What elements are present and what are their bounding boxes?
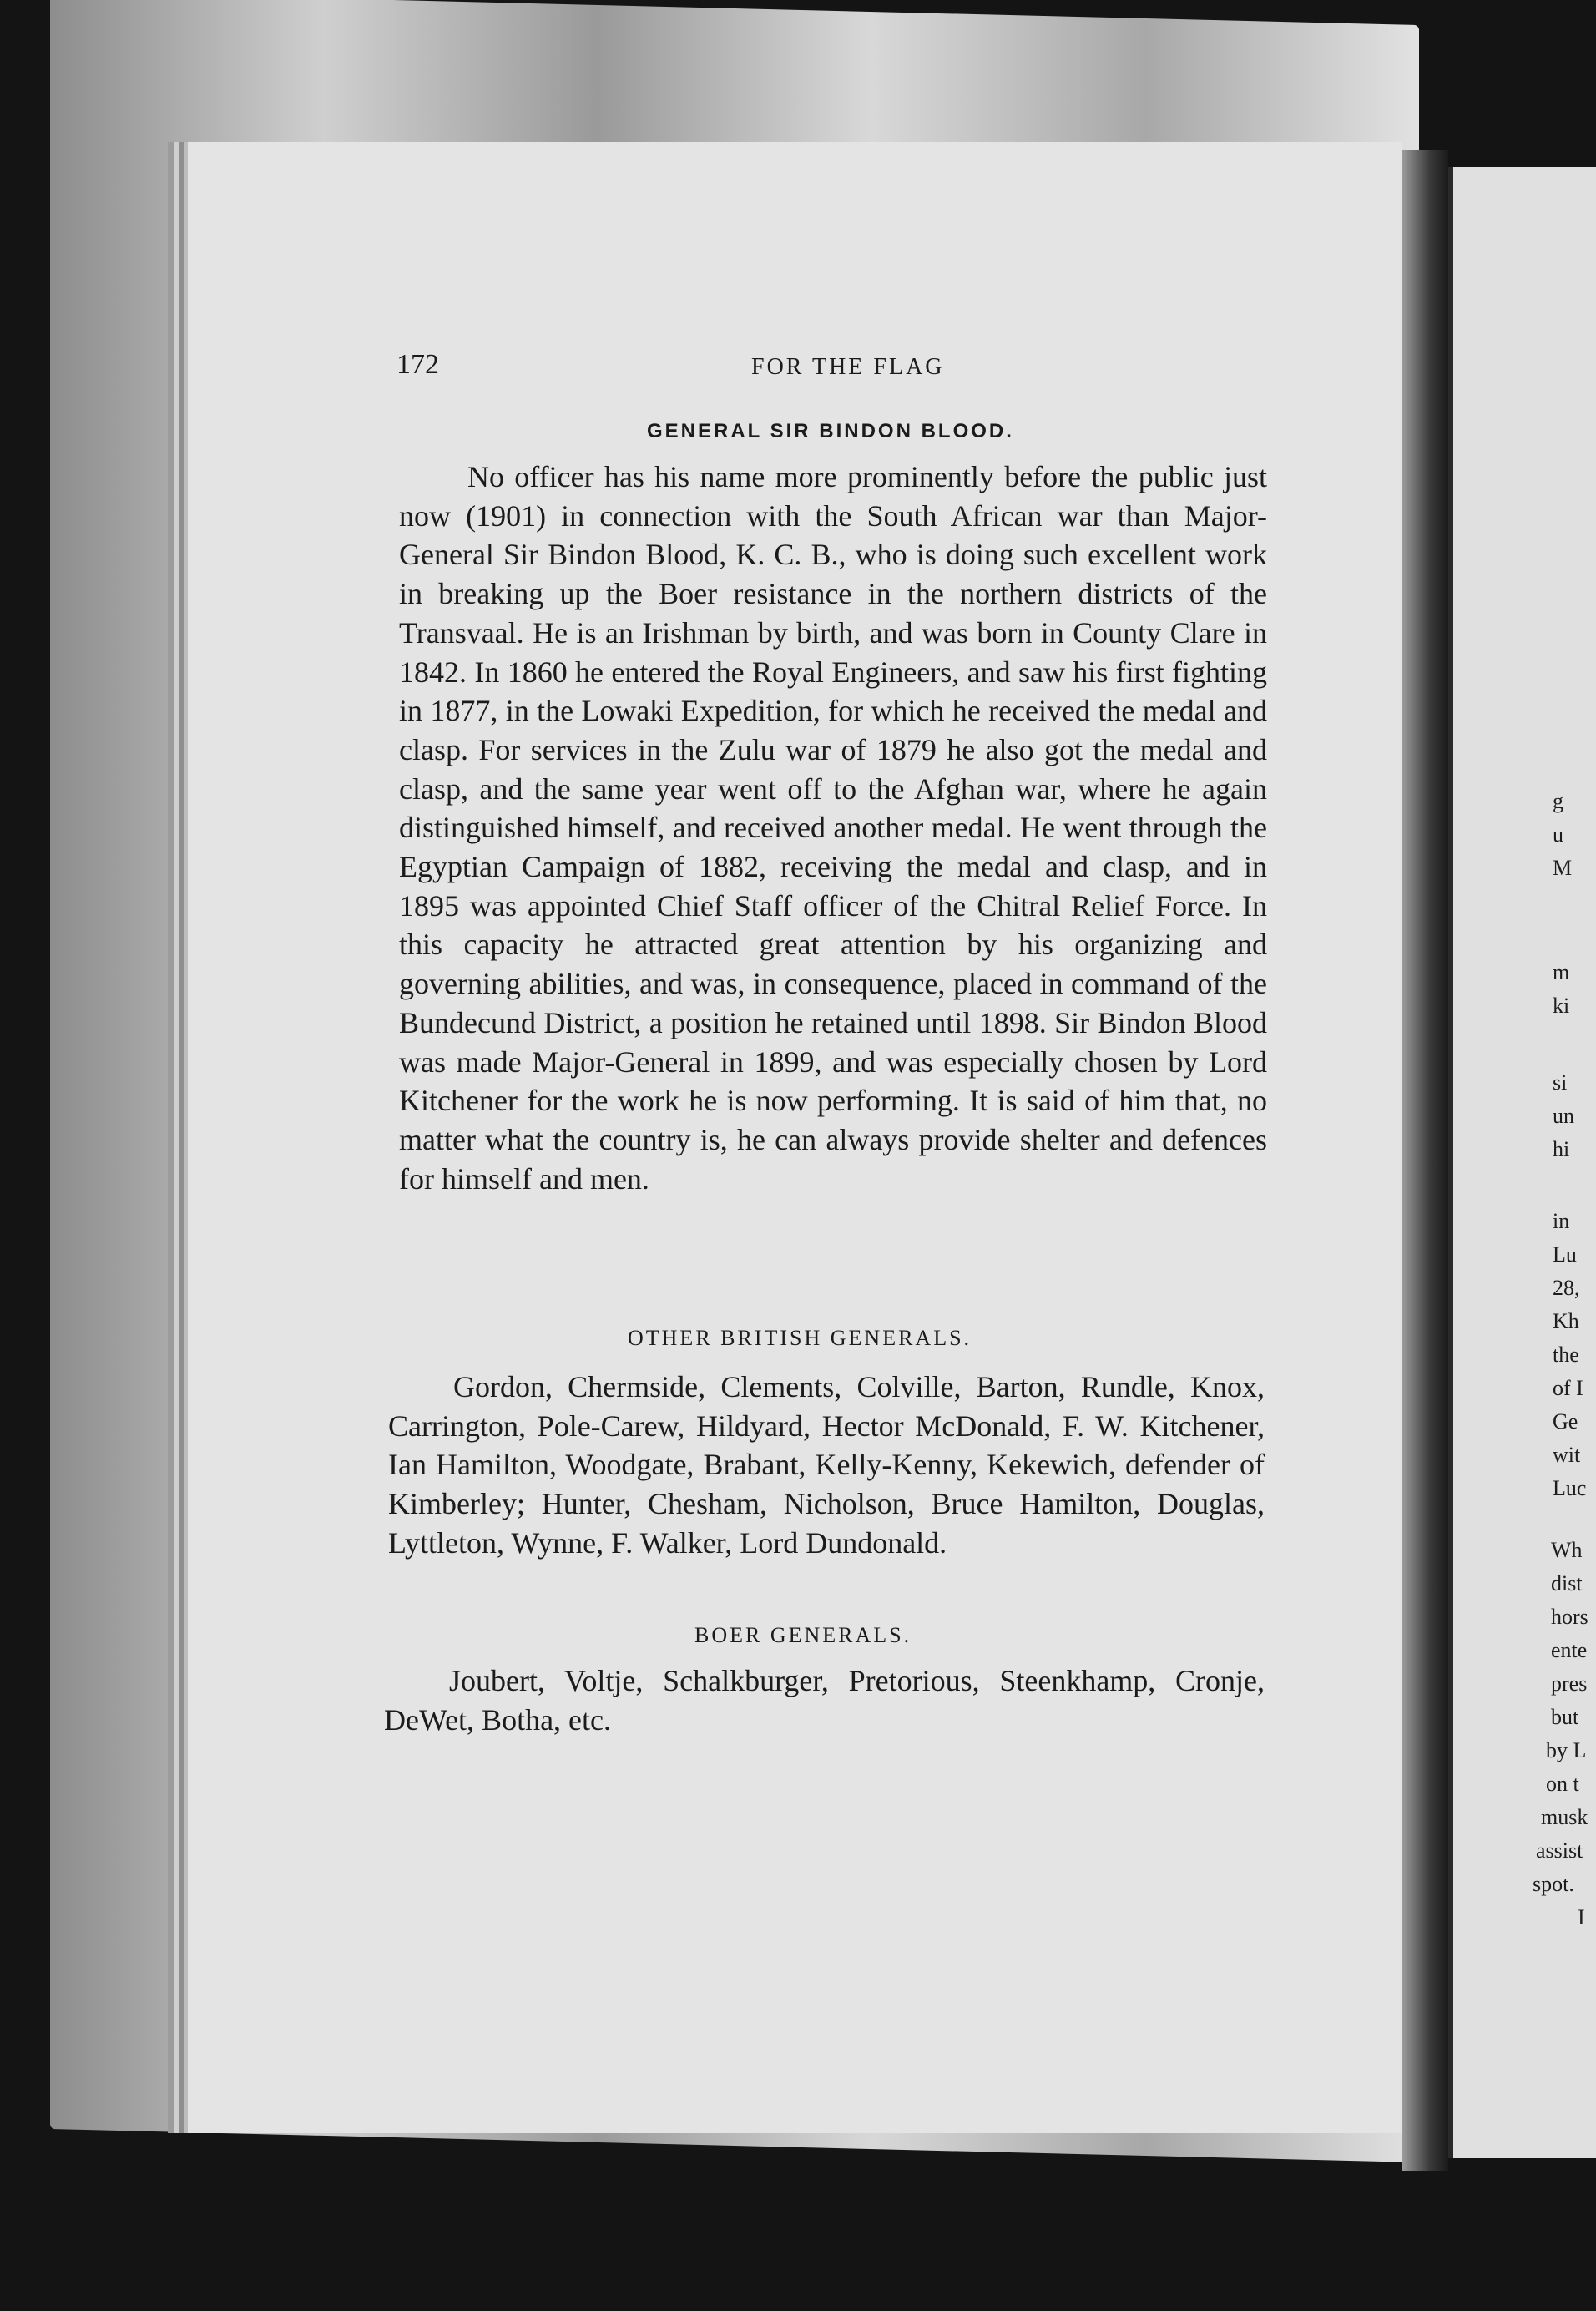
right-page-fragment: Luc [1553,1476,1587,1500]
right-page-fragment: in [1553,1209,1570,1233]
right-page-fragment: un [1553,1104,1574,1128]
section-heading-boer-generals: BOER GENERALS. [694,1623,912,1647]
right-page-fragment: dist [1551,1571,1583,1595]
running-head [396,349,1273,391]
page-number: 172 [396,349,439,380]
right-page-fragment: wit [1553,1443,1581,1467]
right-page-fragment: on t [1546,1772,1579,1796]
right-page-fragment: m [1553,960,1570,984]
right-page-fragment: of I [1553,1376,1583,1400]
right-page-fragment: u [1553,822,1563,847]
right-page-fragment: Kh [1553,1309,1579,1333]
right-page-fragment: spot. [1533,1872,1574,1896]
right-page-fragment: hi [1553,1137,1570,1161]
right-page-fragment: g [1553,789,1563,813]
paragraph-bindon-blood: No officer has his name more prominently before the public just now (1901) in connection with the South African war than Major-General Sir Bindon Blood, K. C. B., who is doing such excellent work in breaking up the Boer resistance in the northern districts of the Transvaal. He is an Irishman by birth, and was born in County Clare in 1842. In 1860 he entered the Royal Engineers, and saw his first fighting in 1877, in the Lowaki Expedition, for which he received the medal and clasp. For services in the Zulu war of 1879 he also got the medal and clasp, and the same year went off to the Afghan war, where he again distinguished himself, and received another medal. He went through the Egyptian Campaign of 1882, receiving the medal and clasp, and in 1895 was appointed Chief Staff officer of the Chitral Relief Force. In this capacity he attracted great attention by his organizing and governing abilities, and was, in consequence, placed in command of the Bundecund District, a position he retained until 1898. Sir Bindon Blood was made Major-General in 1899, and was especially chosen by Lord Kitchener for the work he is now performing. It is said of him that, no matter what the country is, he can always provide shelter and defences for himself and men. [399,460,1267,1196]
right-page-fragment: musk [1541,1805,1588,1829]
book-gutter [1402,150,1448,2171]
right-page-fragment: hors [1551,1605,1588,1629]
right-page-fragment: ente [1551,1638,1588,1662]
right-page-fragment: si [1553,1070,1568,1095]
right-page-fragment: 28, [1553,1276,1580,1300]
paragraph-boer-generals: Joubert, Voltje, Schalkburger, Pretorious, Steenkhamp, Cronje, DeWet, Botha, etc. [384,1664,1265,1737]
right-page-fragment: Lu [1553,1242,1577,1267]
running-title: FOR THE FLAG [751,354,945,380]
right-page-fragment: Ge [1553,1409,1578,1434]
section-heading-bindon-blood: GENERAL SIR BINDON BLOOD. [647,420,1014,442]
right-page-fragment: ki [1553,994,1570,1018]
right-page-fragment: I [1578,1905,1585,1929]
right-page-fragment: M [1553,856,1573,880]
right-page-fragment: the [1553,1343,1579,1367]
paragraph-british-generals: Gordon, Chermside, Clements, Colville, Barton, Rundle, Knox, Carrington, Pole-Carew, Hildyard, Hector McDonald, F. W. Kitchener, Ian Hamilton, Woodgate, Brabant, Kelly-Kenny, Kekewich, defender of Kimberley; Hunter, Chesham, Nicholson, Bruce Hamilton, Douglas, Lyttleton, Wynne, F. Walker, Lord Dundonald. [388,1370,1265,1560]
right-page-fragment: Wh [1551,1538,1583,1562]
right-page-fragment: by L [1546,1738,1587,1762]
right-page-fragment: pres [1551,1671,1588,1696]
section-heading-british-generals: OTHER BRITISH GENERALS. [628,1326,972,1350]
right-page-fragment: but [1551,1705,1579,1729]
right-page-fragment: assist [1536,1838,1583,1863]
